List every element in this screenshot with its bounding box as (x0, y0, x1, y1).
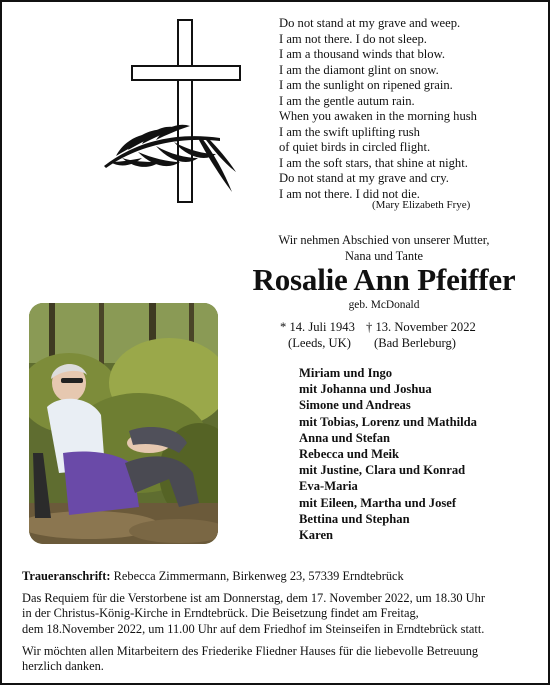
address-text: Rebecca Zimmermann, Birkenweg 23, 57339 Erndtebrück (110, 569, 404, 583)
mourner-entry: mit Johanna und Joshua (299, 382, 432, 397)
mourner-entry: Simone und Andreas (299, 398, 411, 413)
thanks-line: herzlich danken. (22, 659, 104, 674)
thanks-note (22, 644, 537, 675)
service-info-line: dem 18.November 2022, um 11.00 Uhr auf dem Friedhof im Steinseifen in Erndtebrück statt. (22, 621, 485, 636)
poem-author: (Mary Elizabeth Frye) (372, 199, 471, 211)
poem-line: I am the sunlight on ripened grain. (279, 78, 453, 92)
poem-line: of quiet birds in circled flight. (279, 140, 431, 154)
mourner-entry: Karen (299, 528, 334, 543)
poem-line: Do not stand at my grave and weep. (279, 16, 461, 30)
poem-line: Do not stand at my grave and cry. (279, 171, 449, 185)
poem-line: I am not there. I did not die. (279, 186, 420, 201)
intro-line: Nana und Tante (344, 249, 424, 263)
poem-line: I am the gentle autum rain. (279, 93, 415, 108)
address-label: Traueranschrift: (22, 569, 111, 583)
service-info-line: Das Requiem für die Verstorbene ist am Donnerstag, dem 17. November 2022, um 18.30 Uhr (22, 591, 485, 605)
mourning-address (22, 569, 404, 584)
deceased-name: Rosalie Ann Pfeiffer (252, 262, 516, 297)
intro-text (234, 232, 534, 264)
poem-line: I am the swift uplifting rush (279, 124, 420, 139)
mourner-entry: Bettina und Stephan (299, 511, 410, 526)
intro-line: Wir nehmen Abschied von unserer Mutter, (278, 233, 490, 247)
cross-icon (102, 16, 242, 206)
poem (279, 16, 529, 202)
poem-line: I am a thousand winds that blow. (279, 47, 446, 61)
mourner-entry: Rebecca und Meik (299, 447, 400, 462)
life-dates (280, 320, 476, 351)
mourner-entry: Anna und Stefan (299, 430, 390, 445)
mourner-entry: mit Tobias, Lorenz und Mathilda (299, 414, 477, 429)
poem-line: I am the soft stars, that shine at night. (279, 155, 468, 170)
poem-line: When you awaken in the morning hush (279, 109, 477, 123)
mourner-entry: mit Justine, Clara und Konrad (299, 463, 466, 478)
mourner-entry: mit Eileen, Martha und Josef (299, 495, 457, 510)
birth-date: * 14. Juli 1943 (280, 320, 355, 334)
death-date: † 13. November 2022 (366, 320, 476, 334)
portrait-photo (29, 303, 218, 544)
poem-line: I am not there. I do not sleep. (279, 31, 427, 46)
mourner-entry: Miriam und Ingo (299, 366, 393, 380)
mourners-list (299, 365, 477, 543)
maiden-name: geb. McDonald (348, 299, 420, 311)
service-info-line: in der Christus-König-Kirche in Erndtebrück. Die Beisetzung findet am Freitag, (22, 606, 419, 621)
death-place: (Bad Berleburg) (374, 335, 456, 350)
mourner-entry: Eva-Maria (299, 479, 358, 494)
birth-place: (Leeds, UK) (288, 335, 351, 350)
service-info (22, 591, 537, 637)
poem-line: I am the diamont glint on snow. (279, 62, 439, 77)
palm-branch-icon (104, 125, 236, 192)
thanks-line: Wir möchten allen Mitarbeitern des Friederike Fliedner Hauses für die liebevolle Betreuung (22, 644, 479, 658)
